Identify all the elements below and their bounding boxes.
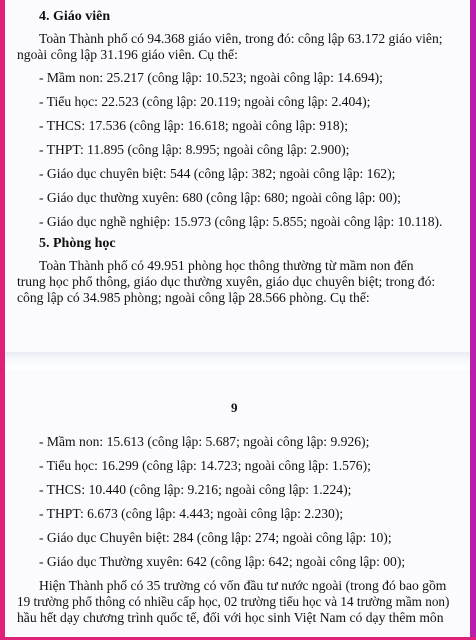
paragraph-line: hầu hết dạy chương trình quốc tế, đối với học sinh Việt Nam có dạy thêm môn [17, 610, 444, 625]
list-item: - Giáo dục Thường xuyên: 642 (công lập: 642; ngoài công lập: 00); [39, 554, 406, 569]
list-item: - THCS: 10.440 (công lập: 9.216; ngoài công lập: 1.224); [39, 482, 352, 497]
paragraph-line: ngoài công lập 31.196 giáo viên. Cụ thể: [17, 47, 238, 62]
document-page [5, 0, 470, 637]
paragraph-line: công lập có 34.985 phòng; ngoài công lập 28.566 phòng. Cụ thể: [17, 290, 370, 305]
paragraph-line: trung học phổ thông, giáo dục thường xuyên, giáo dục chuyên biệt; trong đó: [17, 274, 436, 289]
list-item: - Giáo dục chuyên biệt: 544 (công lập: 382; ngoài công lập: 162); [39, 166, 396, 181]
list-item: - Giáo dục Chuyên biệt: 284 (công lập: 274; ngoài công lập: 10); [39, 530, 392, 545]
section-heading-classrooms: 5. Phòng học [39, 236, 116, 251]
list-item: - Giáo dục thường xuyên: 680 (công lập: 680; ngoài công lập: 00); [39, 190, 401, 205]
paragraph-line: 19 trường phổ thông có nhiều cấp học, 02 trường tiểu học và 14 trường mầm non) [17, 594, 450, 609]
page-break [5, 352, 470, 370]
section-heading-teachers: 4. Giáo viên [39, 9, 111, 24]
list-item: - THPT: 6.673 (công lập: 4.443; ngoài công lập: 2.230); [39, 506, 344, 521]
list-item: - Tiểu học: 16.299 (công lập: 14.723; ngoài công lập: 1.576); [39, 458, 371, 473]
page-number: 9 [231, 400, 238, 415]
paragraph-line: Hiện Thành phố có 35 trường có vốn đầu tư nước ngoài (trong đó bao gồm [39, 578, 447, 593]
frame-right-border [470, 0, 476, 640]
list-item: - Tiểu học: 22.523 (công lập: 20.119; ngoài công lập: 2.404); [39, 94, 371, 109]
list-item: - Mầm non: 15.613 (công lập: 5.687; ngoài công lập: 9.926); [39, 434, 370, 449]
list-item: - Giáo dục nghề nghiệp: 15.973 (công lập: 5.855; ngoài công lập: 10.118). [39, 214, 443, 229]
paragraph-line: Toàn Thành phố có 94.368 giáo viên, trong đó: công lập 63.172 giáo viên; [39, 31, 443, 46]
list-item: - Mầm non: 25.217 (công lập: 10.523; ngoài công lập: 14.694); [39, 70, 383, 85]
paragraph-line: Toàn Thành phố có 49.951 phòng học thông thường từ mầm non đến [39, 258, 414, 273]
list-item: - THPT: 11.895 (công lập: 8.995; ngoài công lập: 2.900); [39, 142, 350, 157]
list-item: - THCS: 17.536 (công lập: 16.618; ngoài công lập: 918); [39, 118, 348, 133]
